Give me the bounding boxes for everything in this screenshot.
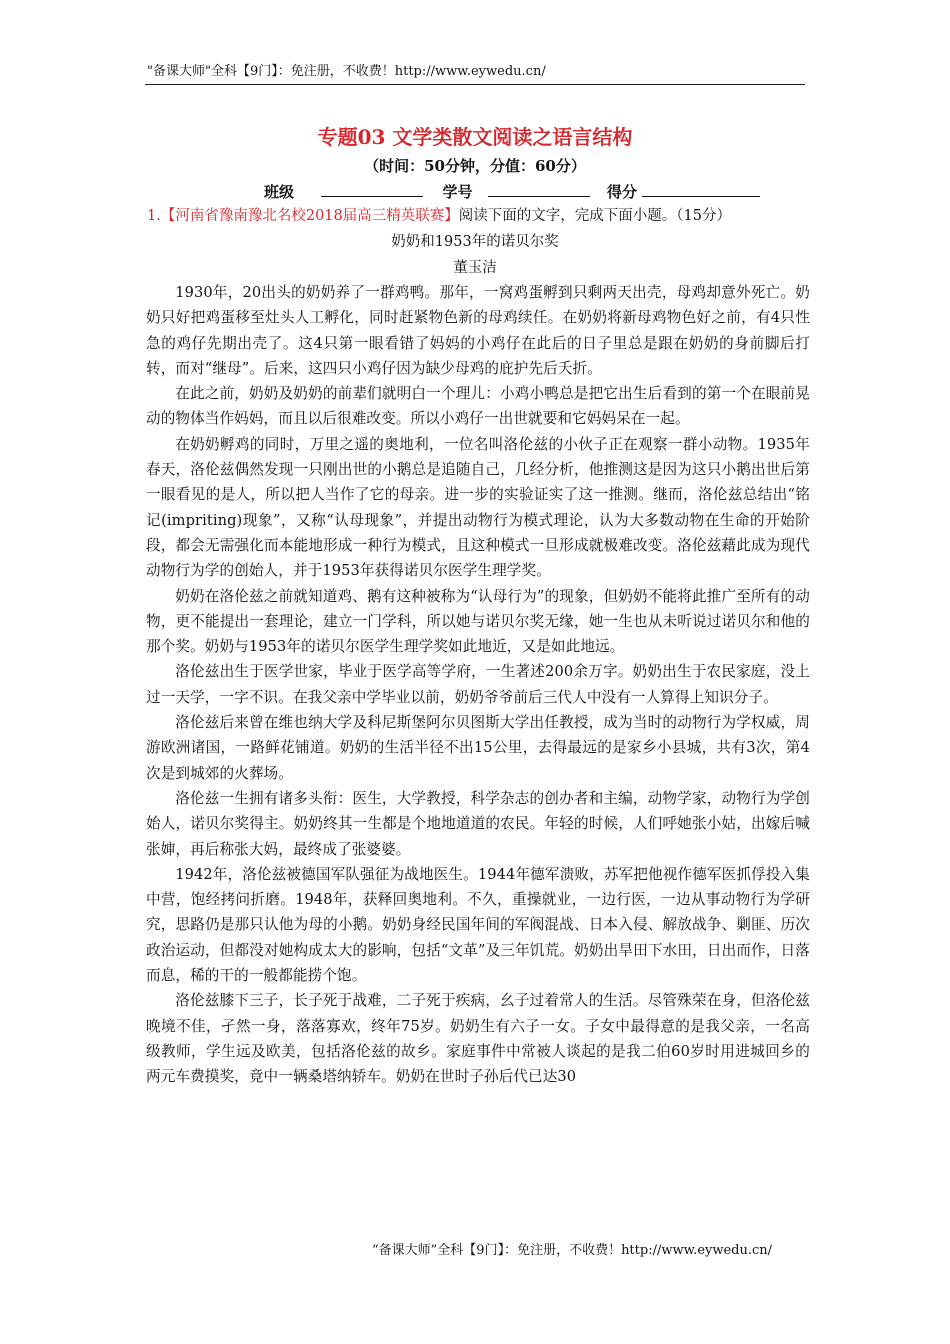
essay-title: 奶奶和1953年的诺贝尔奖	[391, 234, 559, 250]
essay-paragraph: 1942年，洛伦兹被德国军队强征为战地医生。1944年德军溃败，苏军把他视作德军医抓俘投入集中营，饱经拷问折磨。1948年，获释回奥地利。不久，重操就业，一边行医，一边从事动物行为学研究，思路仍是那只认他为母的小鹅。奶奶身经民国年间的军阀混战、日本入侵、解放战争、剿匪、历次政治运动，但都没对她构成太大的影响，包括“文革”及三年饥荒。奶奶出旱田下水田，日出而作，日落而息，稀的干的一般都能捞个饱。	[146, 865, 810, 985]
essay-paragraph: 洛伦兹一生拥有诸多头衔：医生，大学教授，科学杂志的创办者和主编，动物学家，动物行为学创始人，诺贝尔奖得主。奶奶终其一生都是个地地道道的农民。年轻的时候，人们呼她张小姑，出嫁后喊张婶，再后称张大妈，最终成了张婆婆。	[146, 789, 810, 858]
essay-paragraph: 在此之前，奶奶及奶奶的前辈们就明白一个理儿：小鸡小鸭总是把它出生后看到的第一个在眼前晃动的物体当作妈妈，而且以后很难改变。所以小鸡仔一出世就要和它妈妈呆在一起。	[146, 385, 810, 428]
class-label: 班级	[264, 183, 295, 201]
essay-paragraph: 洛伦兹后来曾在维也纳大学及科尼斯堡阿尔贝图斯大学出任教授，成为当时的动物行为学权威，周游欧洲诸国，一路鲜花铺道。奶奶的生活半径不出15公里，去得最远的是家乡小县城，共有3次，第4次是到城郊的火葬场。	[146, 714, 810, 782]
student-id-field[interactable]	[488, 182, 590, 197]
class-field[interactable]	[321, 182, 423, 197]
page-header: "备课大师"全科【9门】：免注册，不收费！http://www.eywedu.cn/	[147, 64, 546, 79]
score-label: 得分	[606, 183, 637, 201]
essay-paragraph: 在奶奶孵鸡的同时，万里之遥的奥地利，一位名叫洛伦兹的小伙子正在观察一群小动物。1935年春天，洛伦兹偶然发现一只刚出世的小鹅总是追随自己，几经分析，他推测这是因为这只小鹅出世后第一眼看见的是人，所以把人当作了它的母亲。进一步的实验证实了这一推测。继而，洛伦兹总结出“铭记(impriting)现象”，又称“认母现象”，并提出动物行为模式理论，认为大多数动物在生命的开始阶段，都会无需强化而本能地形成一种行为模式，且这种模式一旦形成就极难改变。洛伦兹藉此成为现代动物行为学的创始人，并于1953年获得诺贝尔医学生理学奖。	[146, 435, 810, 580]
essay-paragraph: 洛伦兹出生于医学世家，毕业于医学高等学府，一生著述200余万字。奶奶出生于农民家庭，没上过一天学，一字不识。在我父亲中学毕业以前，奶奶爷爷前后三代人中没有一人算得上知识分子。	[146, 663, 810, 706]
question-instruction	[147, 206, 731, 226]
time-score-info: （时间：50分钟，分值：60分）	[364, 157, 586, 175]
essay-author: 董玉洁	[453, 260, 497, 276]
essay-body	[146, 280, 810, 1090]
student-id-label: 学号	[442, 183, 473, 201]
page-footer: “备课大师”全科【9门】：免注册，不收费！http://www.eywedu.cn/	[372, 1243, 773, 1258]
student-info-row	[264, 182, 760, 202]
score-field[interactable]	[642, 182, 760, 197]
essay-paragraph: 1930年，20出头的奶奶养了一群鸡鸭。那年，一窝鸡蛋孵到只剩两天出壳，母鸡却意外死亡。奶奶只好把鸡蛋移至灶头人工孵化，同时赶紧物色新的母鸡续任。在奶奶将新母鸡物色好之前，有4只性急的鸡仔先期出壳了。这4只第一眼看错了妈妈的小鸡仔在此后的日子里总是跟在奶奶的身前脚后打转，而对“继母”。后来，这四只小鸡仔因为缺少母鸡的庇护先后夭折。	[146, 284, 810, 377]
essay-paragraph: 洛伦兹膝下三子，长子死于战难，二子死于疾病，幺子过着常人的生活。尽管殊荣在身，但洛伦兹晚境不佳，孑然一身，落落寡欢，终年75岁。奶奶生有六子一女。子女中最得意的是我父亲，一名高级教师，学生远及欧美，包括洛伦兹的故乡。家庭事件中常被人谈起的是我二伯60岁时用进城回乡的两元车费摸奖，竟中一辆桑塔纳轿车。奶奶在世时子孙后代已达30	[146, 992, 810, 1086]
question-number: 1.	[147, 208, 161, 224]
page-title: 专题03 文学类散文阅读之语言结构	[317, 125, 633, 149]
question-text: 阅读下面的文字，完成下面小题。（15分）	[458, 208, 731, 224]
essay-paragraph: 奶奶在洛伦兹之前就知道鸡、鹅有这种被称为“认母行为”的现象，但奶奶不能将此推广至所有的动物，更不能提出一套理论，建立一门学科，所以她与诺贝尔奖无缘，她一生也从未听说过诺贝尔和他的那个奖。奶奶与1953年的诺贝尔医学生理学奖如此地近，又是如此地远。	[146, 587, 810, 656]
header-divider	[145, 84, 805, 85]
question-source: 【河南省豫南豫北名校2018届高三精英联赛】	[160, 208, 459, 224]
